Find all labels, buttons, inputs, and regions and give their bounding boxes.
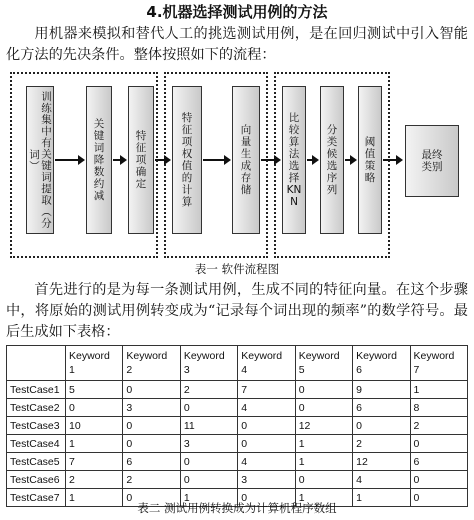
table-cell: 6 — [353, 399, 410, 417]
table-cell: 0 — [180, 399, 237, 417]
table-cell: 0 — [410, 435, 467, 453]
flow-node-final-class: 最终类别 — [405, 125, 459, 197]
intro-paragraph: 用机器来模拟和替代人工的挑选测试用例，是在回归测试中引入智能化方法的先决条件。整体按照如下的流程： — [6, 26, 468, 63]
table-cell: 0 — [123, 435, 180, 453]
table-cell: 0 — [123, 417, 180, 435]
table-row — [7, 399, 468, 417]
table-cell: 0 — [238, 417, 295, 435]
table-cell: 6 — [410, 453, 467, 471]
table-cell: 0 — [295, 381, 352, 399]
flow-arrow — [113, 155, 127, 165]
flow-caption: 表一 软件流程图 — [194, 262, 280, 276]
table-cell: 2 — [123, 471, 180, 489]
table-cell: 3 — [238, 471, 295, 489]
flow-node-weight-calc: 特征项权值的计算 — [172, 86, 202, 234]
flow-node-keyword-reduction: 关键词降数约减 — [86, 86, 112, 234]
table-header-cell: Keyword 1 — [66, 346, 123, 381]
table-cell: 4 — [238, 399, 295, 417]
flow-arrow — [155, 155, 171, 165]
flow-arrow — [203, 155, 231, 165]
table-cell: 1 — [295, 453, 352, 471]
section-heading: 4.机器选择测试用例的方法 — [146, 3, 328, 21]
table-cell: 0 — [238, 435, 295, 453]
table-corner-cell — [7, 346, 66, 381]
flow-node-feature-selection: 特征项确定 — [128, 86, 154, 234]
row-label: TestCase1 — [7, 381, 66, 399]
flow-node-vector-storage: 向量生成存储 — [232, 86, 260, 234]
flow-arrow — [345, 155, 357, 165]
table-cell: 1 — [66, 489, 123, 507]
table-row — [7, 417, 468, 435]
table-cell: 5 — [66, 381, 123, 399]
table-cell: 3 — [123, 399, 180, 417]
table-cell: 0 — [410, 471, 467, 489]
table-cell: 2 — [180, 381, 237, 399]
table-cell: 1 — [180, 489, 237, 507]
table-cell: 2 — [353, 435, 410, 453]
table-cell: 0 — [123, 381, 180, 399]
table-header-cell: Keyword 2 — [123, 346, 180, 381]
table-row — [7, 435, 468, 453]
flow-node-knn-selection: 比较算法选择KNN — [282, 86, 306, 234]
table-cell: 6 — [123, 453, 180, 471]
table-cell: 9 — [353, 381, 410, 399]
table-cell: 2 — [410, 417, 467, 435]
table-cell: 4 — [353, 471, 410, 489]
table-cell: 11 — [180, 417, 237, 435]
table-cell: 0 — [410, 489, 467, 507]
table-header-row — [7, 346, 468, 381]
feature-table — [6, 345, 468, 507]
table-cell: 1 — [353, 489, 410, 507]
row-label: TestCase3 — [7, 417, 66, 435]
flow-node-segmentation: 训练集中有关键词提取（分词） — [26, 86, 54, 234]
row-label: TestCase2 — [7, 399, 66, 417]
table-cell: 0 — [295, 471, 352, 489]
table-cell: 0 — [238, 489, 295, 507]
flow-arrow — [55, 155, 85, 165]
table-cell: 7 — [238, 381, 295, 399]
row-label: TestCase4 — [7, 435, 66, 453]
table-row — [7, 381, 468, 399]
table-row — [7, 471, 468, 489]
table-header-cell: Keyword 6 — [353, 346, 410, 381]
table-cell: 1 — [66, 435, 123, 453]
table-row — [7, 453, 468, 471]
table-cell: 1 — [295, 489, 352, 507]
table-header-cell: Keyword 4 — [238, 346, 295, 381]
row-label: TestCase6 — [7, 471, 66, 489]
table-cell: 0 — [123, 489, 180, 507]
table-cell: 8 — [410, 399, 467, 417]
flow-node-candidate-sequence: 分类候选序列 — [320, 86, 344, 234]
table-cell: 0 — [295, 399, 352, 417]
flow-arrow — [383, 155, 403, 165]
table-cell: 0 — [180, 453, 237, 471]
table-header-cell: Keyword 3 — [180, 346, 237, 381]
table-cell: 2 — [66, 471, 123, 489]
table-cell: 1 — [295, 435, 352, 453]
row-label: TestCase7 — [7, 489, 66, 507]
flow-arrow — [261, 155, 281, 165]
table-cell: 0 — [353, 417, 410, 435]
flow-node-threshold-strategy: 阈值策略 — [358, 86, 382, 234]
table-cell: 4 — [238, 453, 295, 471]
row-label: TestCase5 — [7, 453, 66, 471]
table-cell: 7 — [66, 453, 123, 471]
table-header-cell: Keyword 7 — [410, 346, 467, 381]
table-header-cell: Keyword 5 — [295, 346, 352, 381]
table-cell: 1 — [410, 381, 467, 399]
table-cell: 0 — [66, 399, 123, 417]
body-paragraph: 首先进行的是为每一条测试用例，生成不同的特征向量。在这个步骤中，将原始的测试用例转变成为“记录每个词出现的频率”的数学符号。最后生成如下表格： — [6, 282, 468, 340]
table-cell: 3 — [180, 435, 237, 453]
table-cell: 10 — [66, 417, 123, 435]
table-cell: 0 — [180, 471, 237, 489]
flow-arrow — [307, 155, 319, 165]
table-cell: 12 — [353, 453, 410, 471]
table-caption: 表二 测试用例转换成为计算机程序数组 — [137, 501, 337, 515]
table-cell: 12 — [295, 417, 352, 435]
